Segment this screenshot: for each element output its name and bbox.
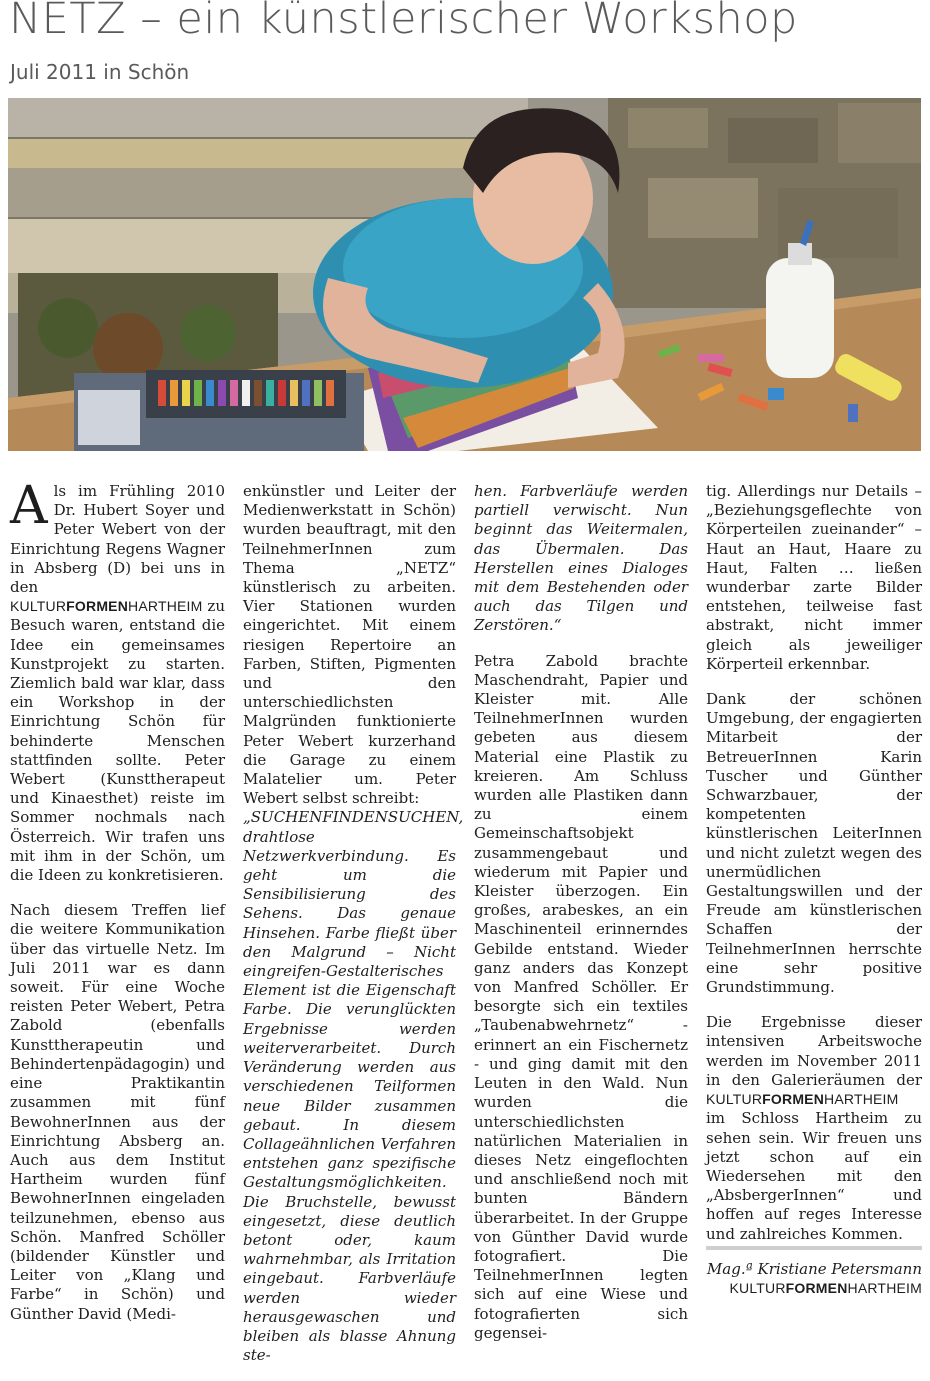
article-paragraph: Petra Zabold brachte Maschendraht, Papier und Kleister mit. Alle TeilnehmerInnen wurden gebeten aus diesem Material eine Plastik zu kreieren. Am Schluss wurden alle Plastiken dann zu einem Gemeinschaftsobjekt zusammengebaut und wiederum mit Papier und Kleister überzogen. Ein großes, arabeskes, an ein Maschinenteil erinnerndes Gebilde entstand. Wieder ganz anders das Konzept von Manfred Schöller. Er besorgte sich ein textiles „Taubenabwehrnetz“ - erinnert an ein Fischernetz - und ging damit mit den Leuten in den Wald. Nun wurden die unterschiedlichsten natürlichen Materialien in dieses Netz eingeflochten und anschließend noch mit bunten Bändern überarbeitet. In der Gruppe von Günther David wurde fotografiert. Die TeilnehmerInnen legten sich auf eine Wiese und fotografierten sich gegensei-	[474, 651, 688, 1342]
footer-rule	[706, 1246, 922, 1250]
article-column-1	[10, 476, 225, 1340]
article-paragraph: Nach diesem Treffen lief die weitere Kommunikation über das virtuelle Netz. Im Juli 2011 war es dann soweit. Für eine Woche reisten Peter Webert, Petra Zabold (ebenfalls Kunsttherapeutin und Behindertenpädagogin) und eine Praktikantin zusammen mit fünf BewohnerInnen aus der Einrichtung Absberg an. Auch aus dem Institut Hartheim wurden fünf BewohnerInnen eingeladen teilzunehmen, ebenso aus Schön. Manfred Schöller (bildender Künstler und Leiter von „Klang und Farbe“ in Schön) und Günther David (Medi-	[10, 901, 225, 1323]
artist-quote-continued: hen. Farbverläufe werden partiell verwischt. Nun beginnt das Weitermalen, das Übermalen. Das Herstellen eines Dialoges mit dem Bestehenden oder auch das Tilgen und Zerstören.“	[474, 482, 688, 635]
article-column-2	[243, 482, 464, 1381]
brand-formen: FORMEN	[66, 598, 129, 615]
article-paragraph: Dank der schönen Umgebung, der engagierten Mitarbeit der BetreuerInnen Karin Tuscher und Günther Schwarzbauer, der kompetenten künstlerischen LeiterInnen und nicht zuletzt wegen des unermüdlichen Gestaltungswillen und der Freude am künstlerischen Schaffen der TeilnehmerInnen herrschte eine sehr positive Grundstimmung.	[706, 690, 922, 997]
article-paragraph: enkünstler und Leiter der Medienwerkstatt in Schön) wurden beauftragt, mit den TeilnehmerInnen zum Thema „NETZ“ künstlerisch zu arbeiten. Vier Stationen wurden eingerichtet. Mit einem riesigen Repertoire an Farben, Stiften, Pigmenten und den unterschiedlichsten Malgründen funktionierte Peter Webert kurzerhand die Garage zu einem Malatelier um. Peter Webert selbst schreibt:	[243, 482, 456, 808]
article-paragraph: Als im Frühling 2010 Dr. Hubert Soyer und Peter Webert von der Einrichtung Regens Wagner in Absberg (D) bei uns in den KULTURFORMENHARTHEIM zu Besuch waren, entstand die Idee ein gemeinsames Kunstprojekt zu starten. Ziemlich bald war klar, dass ein Workshop in der Einrichtung Schön für behinderte Menschen stattfinden sollte. Peter Webert (Kunsttherapeut und Kinaesthet) reiste im Sommer nochmals nach Österreich. Wir trafen uns mit ihm in der Schön, um die Ideen zu konkretisieren.	[10, 476, 225, 885]
author-organisation: KULTURFORMENHARTHEIM	[729, 1279, 922, 1296]
article-subtitle: Juli 2011 in Schön	[10, 60, 190, 84]
author-name: Mag.ª Kristiane Petersmann	[706, 1259, 922, 1278]
article-column-3	[474, 482, 688, 1359]
drop-cap: A	[10, 476, 48, 536]
article-headline: NETZ – ein künstlerischer Workshop	[9, 0, 798, 44]
article-column-4	[706, 482, 922, 1298]
brand-kultur: KULTUR	[10, 598, 67, 615]
author-signature	[706, 1260, 922, 1298]
article-paragraph: Die Ergebnisse dieser intensiven Arbeitswoche werden im November 2011 in den Galerieräumen der KULTURFORMENHARTHEIM im Schloss Hartheim zu sehen sein. Wir freuen uns jetzt schon auf ein Wiedersehen mit den „AbsbergerInnen“ und hoffen auf reges Interesse und zahlreiches Kommen.	[706, 1013, 922, 1243]
artist-quote: „SUCHENFINDENSUCHEN, drahtlose Netzwerkverbindung. Es geht um die Sensibilisierung des Sehens. Das genaue Hinsehen. Farbe fließt über den Malgrund – Nicht eingreifen-Gestalterisches Element ist die Eigenschaft Farbe. Die verunglückten Ergebnisse werden weiterverarbeitet. Durch Veränderung werden aus verschiedenen Teilformen neue Bilder zusammen gebaut. In diesem Collageähnlichen Verfahren entstehen ganz spezifische Gestaltungsmöglichkeiten. Die Bruchstelle, bewusst eingesetzt, diese deutlich betont oder, kaum wahrnehmbar, als Irritation eingebaut. Farbverläufe werden wieder herausgewaschen und bleiben als blasse Ahnung ste-	[243, 808, 464, 1365]
workshop-photo	[8, 98, 921, 451]
brand-hartheim: HARTHEIM	[128, 598, 203, 615]
article-paragraph: tig. Allerdings nur Details – „Beziehungsgeflechte von Körperteilen zueinander“ – Haut an Haut, Haare zu Haut, Falten … ließen wunderbar zarte Bilder entstehen, teilweise fast abstrakt, nicht immer gleich als jeweiliger Körperteil erkennbar.	[706, 482, 922, 673]
